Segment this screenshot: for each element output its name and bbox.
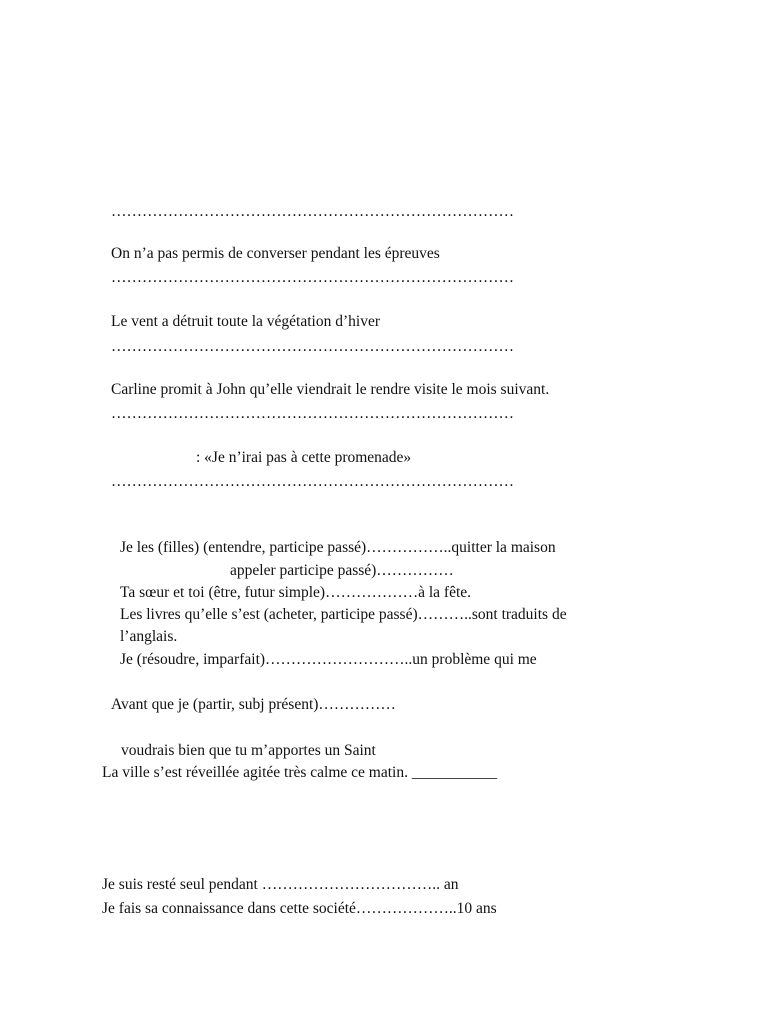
exercise-sentence: On n’a pas permis de converser pendant les épreuves [111, 245, 440, 262]
answer-line: …………………………………………………………………… [111, 203, 514, 220]
answer-line: …………………………………………………………………… [111, 338, 514, 355]
answer-line: …………………………………………………………………… [111, 473, 514, 490]
conjugation-item: Je (résoudre, imparfait)………………………..un problème qui me [120, 651, 537, 668]
exercise-sentence: Carline promit à John qu’elle viendrait le rendre visite le mois suivant. [111, 381, 550, 398]
exercise-sentence: Je fais sa connaissance dans cette société………………..10 ans [102, 900, 497, 917]
exercise-sentence: La ville s’est réveillée agitée très calme ce matin. ___________ [102, 764, 498, 781]
answer-line: …………………………………………………………………… [111, 405, 514, 422]
conjugation-item: Les livres qu’elle s’est (acheter, participe passé)………..sont traduits de [120, 606, 567, 623]
exercise-sentence: Je suis resté seul pendant …………………………….. an [102, 876, 459, 893]
conjugation-item: l’anglais. [120, 628, 178, 645]
conjugation-item: Ta sœur et toi (être, futur simple)………………à la fête. [120, 584, 472, 601]
conjugation-item: Je les (filles) (entendre, participe passé)……………..quitter la maison [120, 539, 556, 556]
exercise-sentence: : «Je n’irai pas à cette promenade» [196, 449, 412, 466]
answer-line: …………………………………………………………………… [111, 269, 514, 286]
exercise-sentence: Le vent a détruit toute la végétation d’hiver [111, 313, 380, 330]
conjugation-item: Avant que je (partir, subj présent)…………… [111, 696, 396, 713]
exercise-sentence: voudrais bien que tu m’apportes un Saint [121, 742, 376, 759]
conjugation-item: appeler participe passé)…………… [230, 562, 454, 579]
